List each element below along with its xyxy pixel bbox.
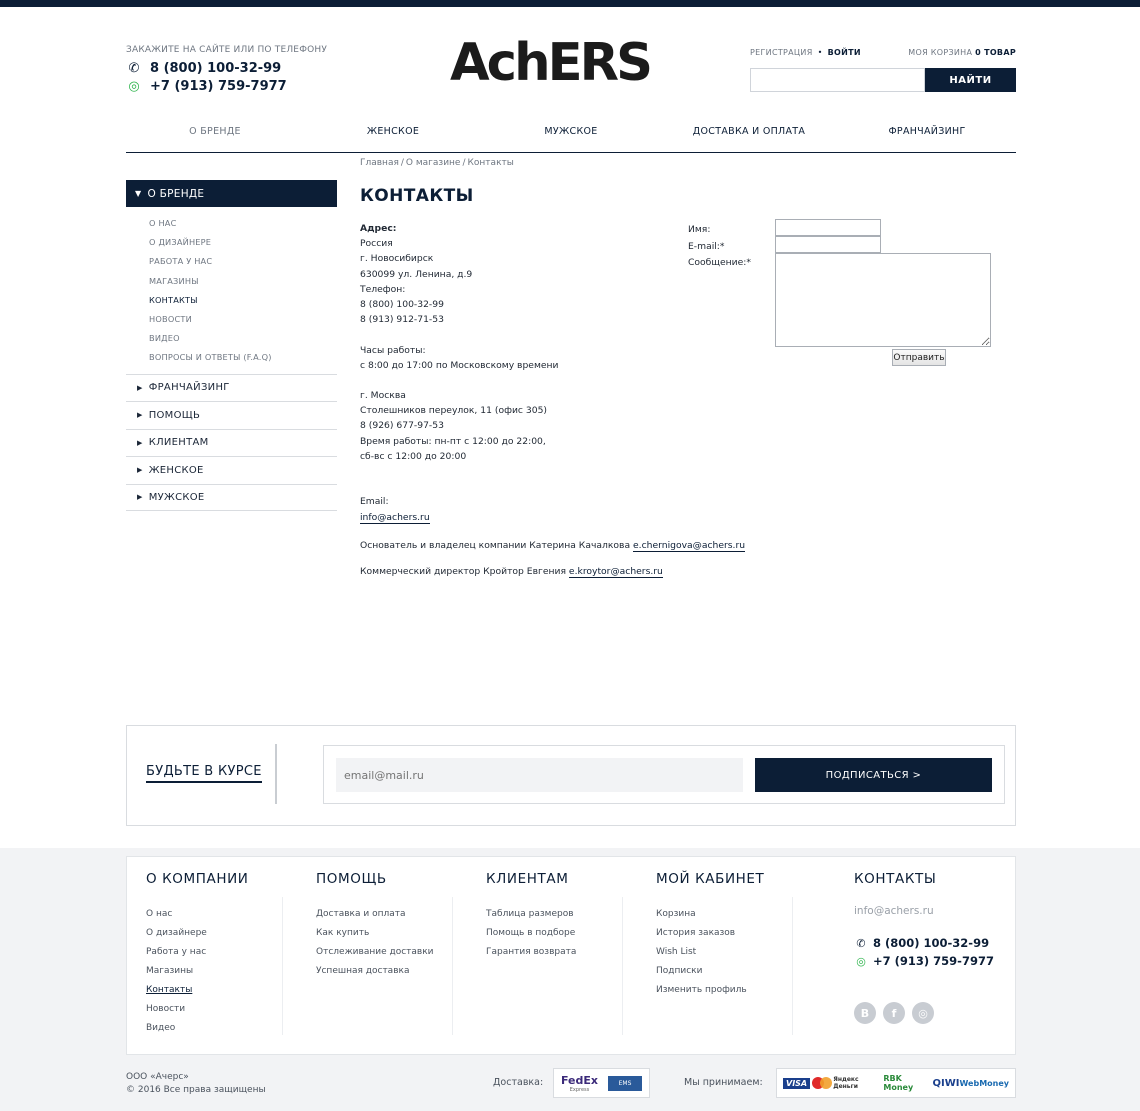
nav-item-franchising[interactable]: ФРАНЧАЙЗИНГ <box>888 126 966 137</box>
footer-separator <box>282 897 283 1035</box>
company-name: ООО «Ачерс» <box>126 1072 189 1082</box>
sidebar-sublist <box>126 207 337 374</box>
phone-icon: ✆ <box>128 61 140 76</box>
footer-links <box>126 856 1016 1055</box>
address-label: Адрес: <box>360 223 397 234</box>
sidebar <box>126 180 337 511</box>
breadcrumb-about[interactable]: О магазине <box>405 158 461 168</box>
footer-col-help <box>316 871 434 981</box>
footer-col-clients <box>486 871 576 962</box>
phone-a: 8 (800) 100-32-99 <box>360 298 444 310</box>
subscribe-form <box>323 745 1005 804</box>
order-note: ЗАКАЖИТЕ НА САЙТЕ ИЛИ ПО ТЕЛЕФОНУ <box>126 45 328 55</box>
sidebar-item-label: ЖЕНСКОЕ <box>148 464 204 476</box>
footer-col-title: МОЙ КАБИНЕТ <box>656 871 765 887</box>
top-bar <box>0 0 1140 7</box>
instagram-icon[interactable]: ◎ <box>912 1002 934 1024</box>
mastercard-logo <box>810 1076 833 1090</box>
facebook-icon[interactable]: f <box>883 1002 905 1024</box>
msk-hours-2: сб-вс с 12:00 до 20:00 <box>360 450 467 462</box>
site-logo[interactable] <box>448 28 653 92</box>
yandex-money-logo: Яндекс Деньги <box>833 1076 859 1090</box>
visa-logo: VISA <box>783 1078 810 1089</box>
header-phone-1-text: 8 (800) 100-32-99 <box>150 61 282 76</box>
subscribe-divider <box>275 744 277 804</box>
footer-col-title: О КОМПАНИИ <box>146 871 249 887</box>
footer-link[interactable]: Доставка и оплата <box>316 909 406 919</box>
subscribe-email-input[interactable] <box>336 758 743 792</box>
sidebar-item-brand[interactable] <box>126 180 337 207</box>
logo-graphic <box>448 28 653 92</box>
sidebar-sub-video[interactable]: ВИДЕО <box>149 333 180 344</box>
footer-phone-1[interactable] <box>854 934 994 952</box>
header-phone-2[interactable] <box>126 79 327 94</box>
director-text: Коммерческий директор Кройтор Евгения <box>360 566 566 577</box>
caret-right-icon: ▶ <box>137 411 143 420</box>
feedback-form-labels <box>688 222 751 272</box>
footer-link[interactable]: Новости <box>146 1004 186 1014</box>
header-phone-2-text: +7 (913) 759-7977 <box>150 79 287 94</box>
footer-phone-1-text: 8 (800) 100-32-99 <box>873 936 990 950</box>
breadcrumb-sep: / <box>462 158 466 168</box>
auth-links <box>750 48 861 57</box>
footer-link[interactable]: О дизайнере <box>146 928 207 938</box>
name-field[interactable] <box>775 219 881 236</box>
footer-link[interactable]: Видео <box>146 1023 176 1033</box>
footer-link[interactable]: Отслеживание доставки <box>316 947 434 957</box>
nav-item-men[interactable]: МУЖСКОЕ <box>544 126 598 137</box>
footer-separator <box>792 897 793 1035</box>
sidebar-item-help[interactable] <box>126 401 337 429</box>
caret-right-icon: ▶ <box>137 438 143 447</box>
address-city: г. Новосибирск <box>360 253 434 265</box>
management-info <box>360 540 745 592</box>
sidebar-sub-jobs[interactable]: РАБОТА У НАС <box>149 256 213 267</box>
footer-link[interactable]: Гарантия возврата <box>486 947 577 957</box>
nav-item-women[interactable]: ЖЕНСКОЕ <box>366 126 420 137</box>
delivery-label: Доставка: <box>493 1077 544 1088</box>
caret-right-icon: ▶ <box>137 493 143 502</box>
subscribe-block <box>126 725 1016 826</box>
breadcrumb-sep: / <box>400 158 404 168</box>
phone-label: Телефон: <box>360 283 406 295</box>
spacer <box>360 479 559 494</box>
sidebar-item-women[interactable] <box>126 456 337 484</box>
sidebar-sub-news[interactable]: НОВОСТИ <box>149 313 192 324</box>
message-label: Сообщение:* <box>688 257 751 268</box>
email-field[interactable] <box>775 236 881 253</box>
msk-city: г. Москва <box>360 390 406 402</box>
whatsapp-icon: ◎ <box>856 954 866 968</box>
footer-link-contacts[interactable]: Контакты <box>146 985 193 995</box>
auth-separator: • <box>817 48 823 57</box>
sidebar-item-men[interactable] <box>126 484 337 512</box>
header-contacts <box>126 45 327 94</box>
contact-info <box>360 221 559 525</box>
sidebar-item-franchising[interactable] <box>126 374 337 402</box>
footer-col-company <box>146 871 249 1038</box>
breadcrumb <box>360 158 514 168</box>
footer-link[interactable]: Корзина <box>656 909 696 919</box>
sidebar-sub-contacts[interactable]: КОНТАКТЫ <box>149 294 198 305</box>
sidebar-sub-designer[interactable]: О ДИЗАЙНЕРЕ <box>149 237 212 248</box>
email-label: Email: <box>360 496 389 508</box>
founder-line <box>360 540 745 566</box>
qiwi-logo: QIWI <box>932 1077 960 1089</box>
message-field[interactable] <box>775 253 991 347</box>
sidebar-item-label: МУЖСКОЕ <box>148 491 205 503</box>
vk-icon[interactable]: В <box>854 1002 876 1024</box>
founder-text: Основатель и владелец компании Катерина Качалкова <box>360 540 631 551</box>
director-line <box>360 566 745 592</box>
footer-link[interactable]: О нас <box>146 909 173 919</box>
footer-col-title: КЛИЕНТАМ <box>486 871 569 887</box>
email-link[interactable]: info@achers.ru <box>360 511 430 523</box>
copyright <box>126 1071 266 1097</box>
msk-street: Столешников переулок, 11 (офис 305) <box>360 405 548 417</box>
caret-right-icon: ▶ <box>137 466 143 475</box>
sidebar-item-label: ПОМОЩЬ <box>148 409 201 421</box>
director-email-link[interactable]: e.kroytor@achers.ru <box>568 566 663 577</box>
footer-link[interactable]: Помощь в подборе <box>486 928 576 938</box>
founder-email-link[interactable]: e.chernigova@achers.ru <box>633 540 746 551</box>
footer-phone-2-text: +7 (913) 759-7977 <box>873 954 994 968</box>
svg-text:AchERS: AchERS <box>450 33 650 92</box>
webmoney-logo: WebMoney <box>959 1078 1009 1088</box>
footer-link[interactable]: Как купить <box>316 928 370 938</box>
sidebar-sub-stores[interactable]: МАГАЗИНЫ <box>149 275 199 286</box>
footer-col-title: ПОМОЩЬ <box>316 871 387 887</box>
sidebar-sub-faq[interactable]: ВОПРОСЫ И ОТВЕТЫ (F.A.Q) <box>149 352 272 363</box>
ems-logo: EMS <box>608 1076 642 1091</box>
footer-link[interactable]: Wish List <box>656 947 697 957</box>
subscribe-button[interactable]: ПОДПИСАТЬСЯ > <box>755 758 992 792</box>
footer-link[interactable]: История заказов <box>656 928 736 938</box>
header-account <box>750 48 1016 92</box>
search-button[interactable]: НАЙТИ <box>925 68 1016 92</box>
footer-separator <box>452 897 453 1035</box>
footer-link[interactable]: Изменить профиль <box>656 985 747 995</box>
fedex-logo: FedEx Express <box>560 1073 598 1093</box>
hours-label: Часы работы: <box>360 344 426 356</box>
footer-link[interactable]: Магазины <box>146 966 194 976</box>
delivery-logos <box>553 1068 650 1098</box>
sidebar-item-label: ФРАНЧАЙЗИНГ <box>148 382 230 394</box>
payment-logos <box>776 1068 1016 1098</box>
register-link[interactable]: РЕГИСТРАЦИЯ <box>750 48 813 57</box>
hours-value: с 8:00 до 17:00 по Московскому времени <box>360 359 559 371</box>
main-nav <box>126 118 1016 153</box>
caret-right-icon: ▶ <box>137 383 143 392</box>
footer-phone-2[interactable] <box>854 952 994 970</box>
sidebar-item-label: О БРЕНДЕ <box>147 187 205 200</box>
footer-email-link[interactable]: info@achers.ru <box>854 905 934 917</box>
social-links <box>854 1002 994 1024</box>
spacer <box>360 327 559 342</box>
footer-col-title: КОНТАКТЫ <box>854 871 937 887</box>
rbk-money-logo: RBK Money <box>883 1074 914 1092</box>
sidebar-item-label: КЛИЕНТАМ <box>148 437 209 449</box>
sidebar-sub-about[interactable]: О НАС <box>149 218 177 228</box>
copyright-text: © 2016 Все права защищены <box>126 1085 266 1095</box>
footer-link[interactable]: Успешная доставка <box>316 966 410 976</box>
subscribe-title: БУДЬТЕ В КУРСЕ <box>146 764 262 783</box>
search-input[interactable] <box>750 68 925 92</box>
cart-link[interactable]: МОЯ КОРЗИНА 0 ТОВАР <box>908 48 1016 57</box>
phone-b: 8 (913) 912-71-53 <box>360 314 444 326</box>
send-button[interactable]: Отправить <box>892 349 946 366</box>
msk-hours-1: Время работы: пн-пт с 12:00 до 22:00, <box>360 435 546 447</box>
msk-phone: 8 (926) 677-97-53 <box>360 420 444 432</box>
auth-row <box>750 48 1016 57</box>
nav-item-delivery[interactable]: ДОСТАВКА И ОПЛАТА <box>692 126 806 137</box>
breadcrumb-current: Контакты <box>467 158 514 168</box>
page-title: КОНТАКТЫ <box>360 186 474 206</box>
email-field-label: E-mail:* <box>688 240 725 252</box>
footer-link[interactable]: Таблица размеров <box>486 909 574 919</box>
spacer <box>360 373 559 388</box>
login-link[interactable]: ВОЙТИ <box>827 48 861 57</box>
footer-col-contacts <box>854 871 994 1024</box>
whatsapp-icon: ◎ <box>128 79 140 94</box>
sidebar-item-clients[interactable] <box>126 429 337 457</box>
header-phone-1[interactable] <box>126 61 327 76</box>
name-label: Имя: <box>688 224 711 235</box>
footer-link[interactable]: Работа у нас <box>146 947 207 957</box>
footer-separator <box>622 897 623 1035</box>
breadcrumb-home[interactable]: Главная <box>360 158 399 168</box>
caret-down-icon: ▼ <box>135 189 142 198</box>
phone-icon: ✆ <box>856 936 866 950</box>
footer-col-cabinet <box>656 871 764 1000</box>
spacer <box>360 464 559 479</box>
nav-item-brand[interactable]: О БРЕНДЕ <box>189 126 241 137</box>
footer-link[interactable]: Подписки <box>656 966 703 976</box>
address-street: 630099 ул. Ленина, д.9 <box>360 268 473 280</box>
payment-label: Мы принимаем: <box>684 1077 763 1088</box>
search-row <box>750 68 1016 92</box>
address-country: Россия <box>360 238 393 250</box>
